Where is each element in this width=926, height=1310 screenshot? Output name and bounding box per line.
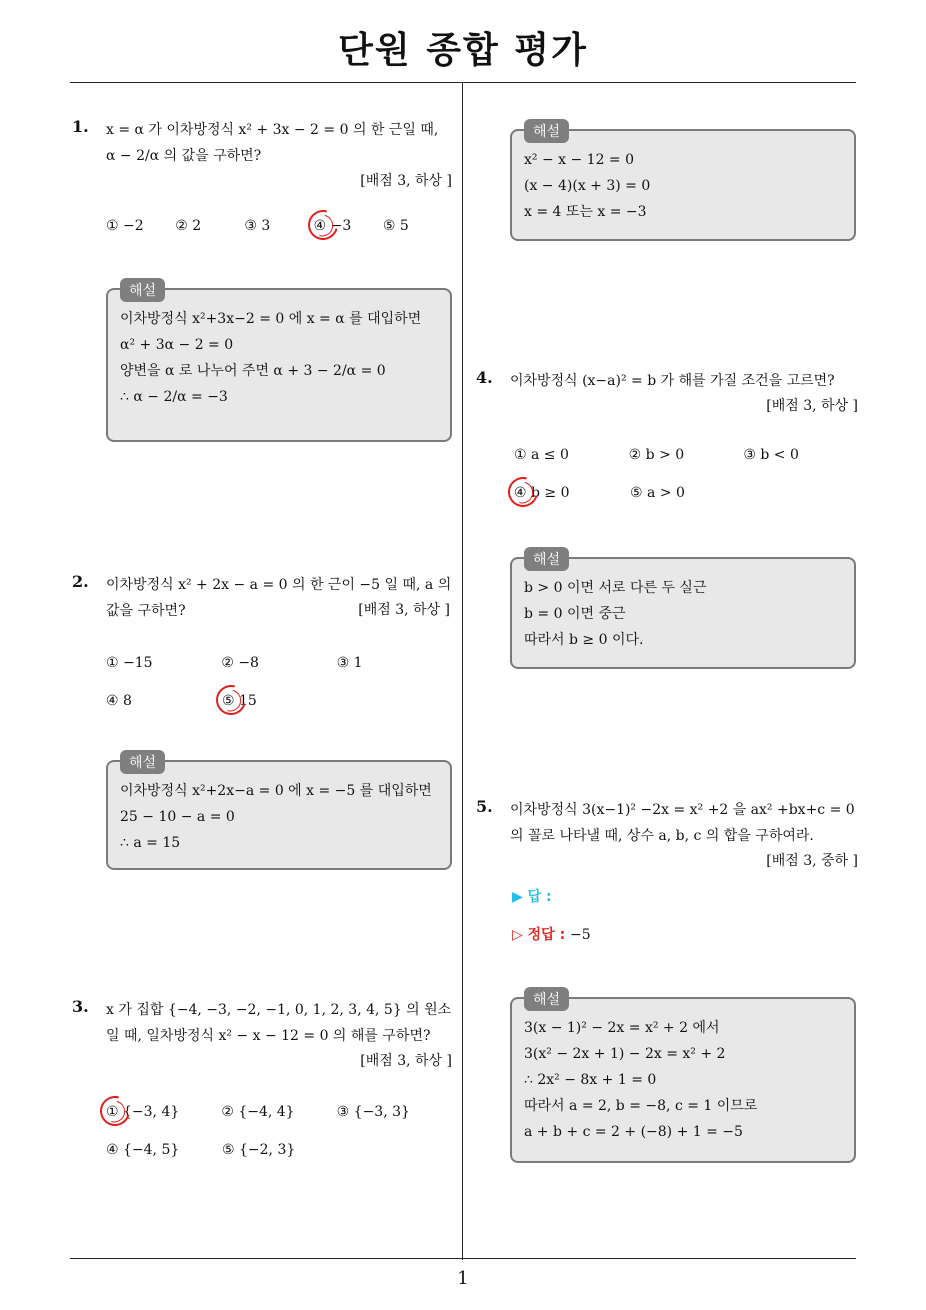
score-label: [배점 3, 하상 ] — [360, 173, 452, 189]
question-number: 4. — [476, 368, 493, 387]
explanation-line: x² − x − 12 = 0 — [524, 152, 635, 168]
question-text-line: x = α 가 이차방정식 x² + 3x − 2 = 0 의 한 근일 때, — [106, 122, 439, 138]
score-label: [배점 3, 하상 ] — [766, 398, 858, 414]
question-text-line: 이차방정식 (x−a)² = b 가 해를 가질 조건을 고르면? — [510, 373, 835, 389]
explanation-line: (x − 4)(x + 3) = 0 — [524, 178, 651, 194]
score-label: [배점 3, 하상 ] — [360, 1053, 452, 1069]
choice-2[interactable]: ② b > 0 — [628, 447, 685, 463]
choice-3[interactable]: ③ b < 0 — [743, 447, 799, 463]
question-text-line: α − 2/α 의 값을 구하면? — [106, 148, 262, 164]
choice-4-selected[interactable]: ④ b ≥ 0 — [514, 485, 630, 501]
question-number: 1. — [72, 117, 89, 136]
question-text-line: 이차방정식 3(x−1)² −2x = x² +2 을 ax² +bx+c = 0 — [510, 802, 855, 818]
explanation-box-2 — [106, 755, 452, 870]
explanation-line: 3(x² − 2x + 1) − 2x = x² + 2 — [524, 1046, 726, 1062]
choice-5-selected[interactable]: ⑤ 15 — [222, 693, 338, 709]
explanation-line: 따라서 a = 2, b = −8, c = 1 이므로 — [524, 1098, 758, 1114]
choice-1[interactable]: ① a ≤ 0 — [514, 447, 569, 463]
choice-1-selected[interactable]: ① {−3, 4} — [106, 1104, 221, 1120]
question-3 — [72, 997, 452, 1169]
selected-circle-mark — [211, 680, 252, 721]
correct-answer — [512, 924, 591, 944]
question-number: 5. — [476, 797, 493, 816]
choice-5[interactable]: ⑤ 5 — [382, 218, 409, 234]
explanation-line: ∴ a = 15 — [120, 835, 181, 851]
choice-1[interactable]: ① −15 — [106, 655, 153, 671]
question-text-line: 이차방정식 x² + 2x − a = 0 의 한 근이 −5 일 때, a 의 — [106, 577, 452, 593]
choice-3[interactable]: ③ 1 — [336, 655, 363, 671]
question-text-line: 값을 구하면? — [106, 603, 186, 619]
explanation-line: 양변을 α 로 나누어 주면 α + 3 − 2/α = 0 — [120, 363, 386, 379]
question-text-line: 의 꼴로 나타낼 때, 상수 a, b, c 의 합을 구하여라. — [510, 828, 814, 844]
question-number: 2. — [72, 572, 89, 591]
explanation-box-3 — [510, 124, 856, 241]
explanation-line: ∴ α − 2/α = −3 — [120, 389, 228, 405]
choice-4-selected[interactable]: ④ −3 — [314, 218, 383, 234]
explanation-box-4 — [510, 552, 856, 669]
explanation-line: 이차방정식 x²+2x−a = 0 에 x = −5 를 대입하면 — [120, 783, 432, 799]
question-text-line: 일 때, 일차방정식 x² − x − 12 = 0 의 해를 구하면? — [106, 1028, 431, 1044]
explanation-box-5 — [510, 992, 856, 1163]
explanation-line: 이차방정식 x²+3x−2 = 0 에 x = α 를 대입하면 — [120, 311, 422, 327]
explanation-box-1 — [106, 283, 452, 442]
choice-2[interactable]: ② 2 — [175, 218, 202, 234]
choice-1[interactable]: ① −2 — [106, 218, 144, 234]
explanation-line: 3(x − 1)² − 2x = x² + 2 에서 — [524, 1020, 720, 1036]
explanation-line: b > 0 이면 서로 다른 두 실근 — [524, 580, 707, 596]
explanation-line: 25 − 10 − a = 0 — [120, 809, 235, 825]
explanation-tag: 해설 — [524, 119, 569, 143]
explanation-line: 따라서 b ≥ 0 이다. — [524, 632, 644, 648]
question-number: 3. — [72, 997, 89, 1016]
selected-circle-mark — [503, 472, 544, 513]
column-divider — [462, 83, 463, 1260]
score-label: [배점 3, 하상 ] — [358, 602, 450, 618]
choice-5[interactable]: ⑤ {−2, 3} — [222, 1142, 296, 1158]
bottom-divider — [70, 1258, 856, 1259]
explanation-tag: 해설 — [120, 278, 165, 302]
explanation-tag: 해설 — [524, 547, 569, 571]
selected-circle-mark — [95, 1091, 136, 1132]
explanation-line: b = 0 이면 중근 — [524, 606, 626, 622]
question-4 — [476, 368, 858, 512]
explanation-tag: 해설 — [120, 750, 165, 774]
choice-4[interactable]: ④ {−4, 5} — [106, 1142, 180, 1158]
choice-3[interactable]: ③ {−3, 3} — [336, 1104, 410, 1120]
selected-circle-mark — [302, 205, 343, 246]
explanation-line: x = 4 또는 x = −3 — [524, 204, 647, 220]
page-number: 1 — [457, 1268, 469, 1289]
question-text-line: x 가 집합 {−4, −3, −2, −1, 0, 1, 2, 3, 4, 5} 의 원소 — [106, 1002, 452, 1018]
choice-2[interactable]: ② −8 — [221, 655, 259, 671]
score-label: [배점 3, 중하 ] — [766, 853, 858, 869]
correct-answer-value: −5 — [570, 927, 591, 943]
correct-answer-label: ▷ 정답 : — [512, 927, 566, 943]
explanation-tag: 해설 — [524, 987, 569, 1011]
question-1 — [72, 117, 452, 245]
page-title: 단원 종합 평가 — [338, 30, 588, 71]
explanation-line: ∴ 2x² − 8x + 1 = 0 — [524, 1072, 657, 1088]
explanation-line: a + b + c = 2 + (−8) + 1 = −5 — [524, 1124, 743, 1140]
choice-3[interactable]: ③ 3 — [244, 218, 271, 234]
choice-4[interactable]: ④ 8 — [106, 693, 132, 709]
top-divider — [70, 82, 856, 83]
choice-5[interactable]: ⑤ a > 0 — [630, 485, 685, 501]
answer-input-label[interactable]: ▶ 답 : — [512, 889, 552, 905]
explanation-line: α² + 3α − 2 = 0 — [120, 337, 234, 353]
question-2 — [72, 572, 452, 720]
question-5 — [476, 797, 858, 873]
choice-2[interactable]: ② {−4, 4} — [221, 1104, 295, 1120]
